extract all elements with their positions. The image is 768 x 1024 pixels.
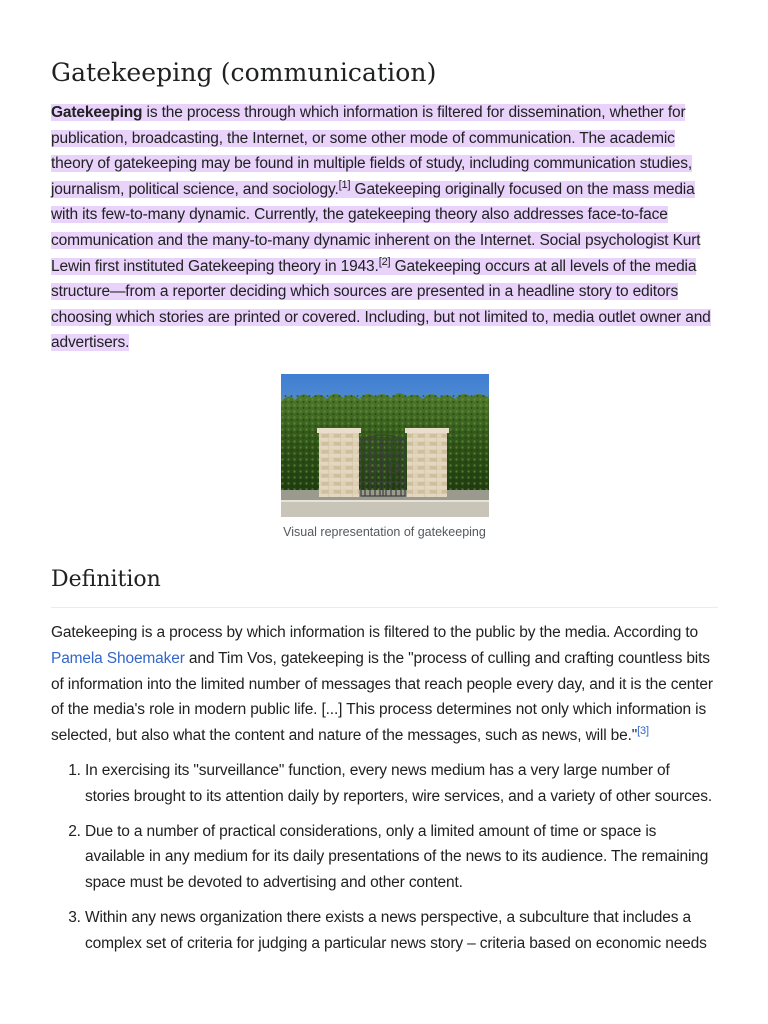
intro-term: Gatekeeping (51, 104, 143, 121)
link-pamela-shoemaker[interactable]: Pamela Shoemaker (51, 649, 185, 667)
reference-3[interactable]: [3] (637, 724, 649, 737)
list-item: 3. Within any news organization there exists a news perspective, a subculture that includes a complex set of criteria for judging a particular news story – criteria based on economic needs (85, 905, 718, 957)
highlighted-intro (51, 104, 711, 351)
intro-paragraph (51, 100, 718, 356)
reference-1[interactable]: [1] (338, 178, 351, 191)
figure-caption: Visual representation of gatekeeping (283, 524, 486, 539)
list-item: 2. Due to a number of practical considerations, only a limited amount of time or space is available in any medium for its daily presentations of the news to its audience. The remaining space must be devoted to advertising and other content. (85, 819, 718, 896)
intro-text-part1: is the process through which information is filtered for dissemination, whether for publication, broadcasting, the Internet, or some other mode of communication. The academic theory of gatekeeping may be found in multiple fields of study, including communication studies, journalism, political science, and sociology. (51, 104, 692, 198)
gatekeeping-figure (51, 374, 718, 540)
definition-text-start: Gatekeeping is a process by which information is filtered to the public by the media. According to (51, 623, 698, 641)
list-item: 1. In exercising its "surveillance" function, every news medium has a very large number of stories brought to its attention daily by reporters, wire services, and a variety of other sources. (85, 758, 718, 810)
intro-text-part3: Gatekeeping occurs at all levels of the media structure—from a reporter deciding which sources are presented in a headline story to editors choosing which stories are printed or covered. Including, but not limited to, media outlet owner and advertisers. (51, 257, 711, 352)
definition-list (51, 758, 718, 957)
gate-photo[interactable] (281, 374, 489, 517)
definition-text-end: and Tim Vos, gatekeeping is the "process of culling and crafting countless bits of information into the limited number of messages that reach people every day, and it is the center of the media's role in modern public life. [...] This process determines not only which information is selected, but also what the content and nature of the messages, such as news, will be." (51, 649, 713, 745)
intro-text-part2: Gatekeeping originally focused on the mass media with its few-to-many dynamic. Currently, the gatekeeping theory also addresses face-to-face communication and the many-to-many dynamic inherent on the Internet. Social psychologist Kurt Lewin first instituted Gatekeeping theory in 1943. (51, 180, 701, 275)
definition-paragraph (51, 620, 718, 749)
page-title: Gatekeeping (communication) (51, 58, 437, 87)
section-heading-definition: Definition (51, 566, 718, 608)
reference-2[interactable]: [2] (378, 255, 391, 268)
